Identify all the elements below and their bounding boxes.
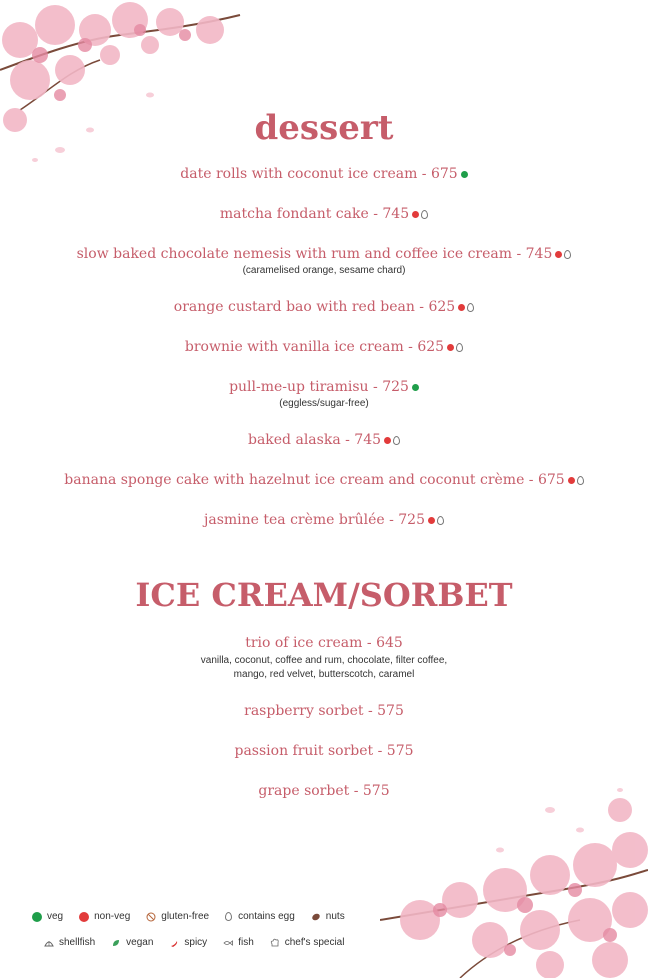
menu-item — [0, 298, 648, 316]
menu-item — [0, 165, 648, 183]
item-text: jasmine tea crème brûlée - 725 — [204, 512, 425, 528]
non-veg-marker — [555, 251, 562, 258]
menu-item — [0, 205, 648, 223]
menu-item — [0, 634, 648, 652]
item-text: orange custard bao with red bean - 625 — [173, 299, 456, 315]
legend-row-1 — [32, 911, 361, 922]
nuts-icon — [311, 912, 321, 922]
non-veg-marker — [412, 211, 419, 218]
menu-item — [0, 431, 648, 449]
egg-icon — [225, 912, 232, 921]
item-text: passion fruit sorbet - 575 — [234, 743, 414, 759]
egg-icon — [421, 210, 428, 219]
legend-label: contains egg — [238, 911, 295, 922]
legend-label: fish — [238, 937, 254, 948]
menu-item — [0, 471, 648, 489]
gluten-free-icon — [146, 912, 156, 922]
legend-label: shellfish — [59, 937, 96, 948]
non-veg-marker — [384, 437, 391, 444]
fish-icon — [223, 938, 233, 948]
item-text: raspberry sorbet - 575 — [244, 703, 404, 719]
menu-item — [0, 702, 648, 720]
item-description: vanilla, coconut, coffee and rum, chocolate, filter coffee, — [200, 655, 448, 666]
egg-icon — [467, 303, 474, 312]
legend-label: gluten-free — [161, 911, 210, 922]
veg-marker — [412, 384, 419, 391]
menu-item — [0, 511, 648, 529]
menu-item — [0, 742, 648, 760]
item-text: grape sorbet - 575 — [258, 783, 390, 799]
section-title-dessert: dessert — [254, 108, 394, 148]
item-text: trio of ice cream - 645 — [245, 635, 403, 651]
veg-marker — [461, 171, 468, 178]
veg-icon — [32, 912, 42, 922]
chef-hat-icon — [270, 938, 280, 948]
legend-label: non-veg — [94, 911, 131, 922]
cherry-blossom-bottom-right — [380, 780, 648, 978]
item-text: date rolls with coconut ice cream - 675 — [180, 166, 458, 182]
menu-item — [0, 245, 648, 263]
legend-label: spicy — [184, 937, 208, 948]
legend-row-2 — [44, 937, 360, 948]
item-text: matcha fondant cake - 745 — [219, 206, 410, 222]
non-veg-marker — [568, 477, 575, 484]
egg-icon — [577, 476, 584, 485]
spicy-icon — [169, 938, 179, 948]
item-text: baked alaska - 745 — [247, 432, 382, 448]
item-description: (eggless/sugar-free) — [279, 398, 369, 409]
vegan-icon — [111, 938, 121, 948]
section-title-ice-cream: ICE CREAM/SORBET — [135, 576, 513, 614]
egg-icon — [564, 250, 571, 259]
non-veg-icon — [79, 912, 89, 922]
menu-item — [0, 378, 648, 396]
non-veg-marker — [428, 517, 435, 524]
item-text: pull-me-up tiramisu - 725 — [229, 379, 409, 395]
item-text: slow baked chocolate nemesis with rum and coffee ice cream - 745 — [76, 246, 553, 262]
item-description: mango, red velvet, butterscotch, caramel — [233, 669, 415, 680]
legend-label: nuts — [325, 911, 345, 922]
legend-label: vegan — [126, 937, 154, 948]
legend-label: veg — [47, 911, 64, 922]
item-text: brownie with vanilla ice cream - 625 — [184, 339, 445, 355]
item-text: banana sponge cake with hazelnut ice cream and coconut crème - 675 — [64, 472, 565, 488]
egg-icon — [456, 343, 463, 352]
item-description: (caramelised orange, sesame chard) — [242, 265, 406, 276]
menu-item — [0, 338, 648, 356]
menu-item — [0, 782, 648, 800]
non-veg-marker — [458, 304, 465, 311]
non-veg-marker — [447, 344, 454, 351]
egg-icon — [437, 516, 444, 525]
egg-icon — [393, 436, 400, 445]
shellfish-icon — [44, 938, 54, 948]
legend-label: chef's special — [284, 937, 345, 948]
